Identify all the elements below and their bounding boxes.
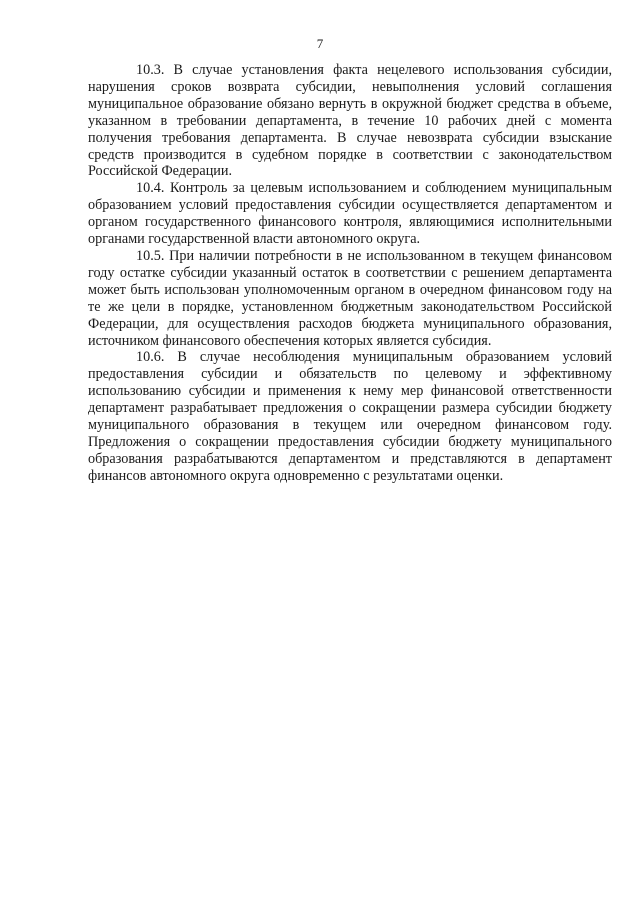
paragraph-10-3: 10.3. В случае установления факта нецелевого использования субсидии, нарушения сроков возврата субсидии, невыполнения условий соглашения муниципальное образование обязано вернуть в окружной бюджет средства в объеме, указанном в требовании департамента, в течение 10 рабочих дней с момента получения требования департамента. В случае невозврата субсидии взыскание средств производится в судебном порядке в соответствии с законодательством Российской Федерации. bbox=[88, 62, 612, 180]
paragraph-10-6: 10.6. В случае несоблюдения муниципальным образованием условий предоставления субсидии и обязательств по целевому и эффективному использованию субсидии и применения к нему мер финансовой ответственности департамент разрабатывает предложения о сокращении размера субсидии бюджету муниципального образования в текущем или очередном финансовом году. Предложения о сокращении предоставления субсидии бюджету муниципального образования разрабатываются департаментом и представляются в департамент финансов автономного округа одновременно с результатами оценки. bbox=[88, 349, 612, 484]
page-number: 7 bbox=[316, 36, 324, 51]
paragraph-10-4: 10.4. Контроль за целевым использованием и соблюдением муниципальным образованием условий предоставления субсидии осуществляется департаментом и органом государственного финансового контроля, являющимися исполнительными органами государственной власти автономного округа. bbox=[88, 180, 612, 248]
document-body bbox=[88, 62, 612, 485]
paragraph-10-5: 10.5. При наличии потребности в не использованном в текущем финансовом году остатке субсидии указанный остаток в соответствии с решением департамента может быть использован уполномоченным органом в очередном финансовом году на те же цели в порядке, установленном бюджетным законодательством Российской Федерации, для осуществления расходов бюджета муниципального образования, источником финансового обеспечения которых является субсидия. bbox=[88, 247, 612, 349]
